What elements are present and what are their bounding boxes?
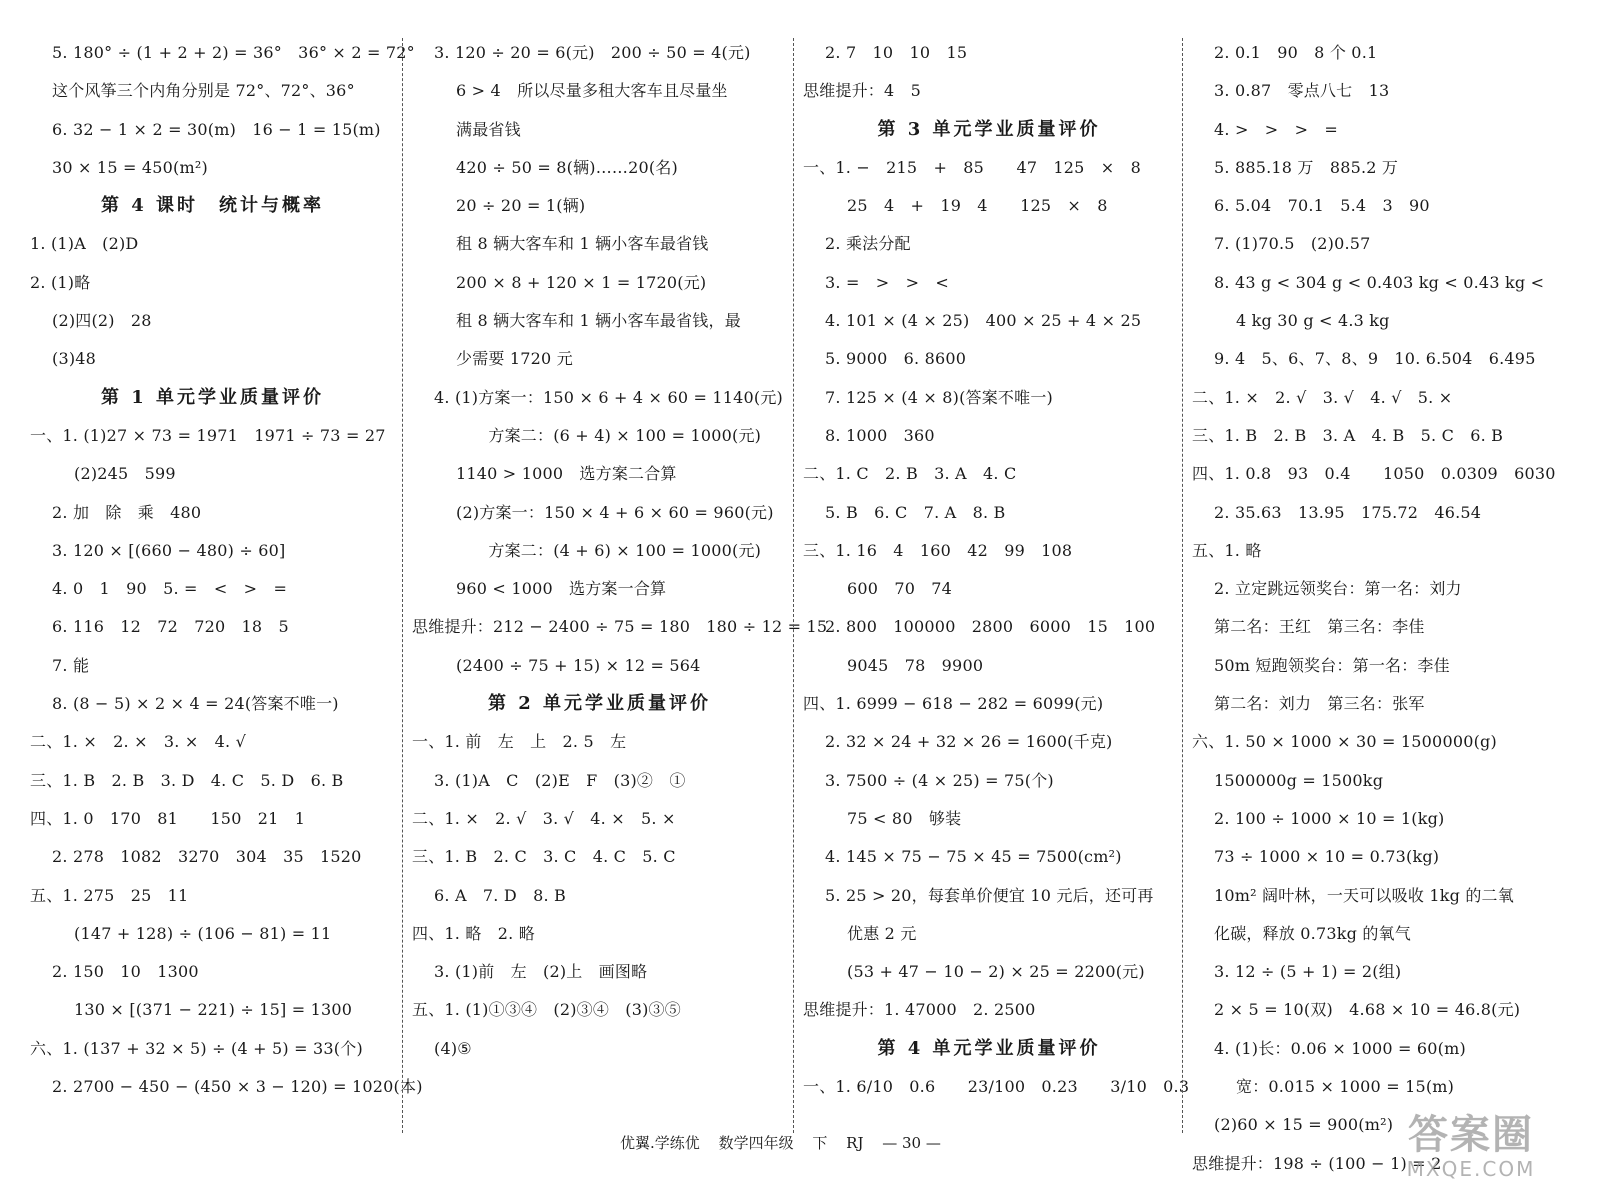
answer-line: 4 kg 30 g < 4.3 kg — [1236, 311, 1390, 331]
answer-line: 3. 120 × [(660 − 480) ÷ 60] — [52, 540, 286, 560]
answer-line: (4)⑤ — [434, 1038, 472, 1058]
answer-line: (2400 ÷ 75 + 15) × 12 = 564 — [456, 655, 701, 675]
answer-line: 一、1. 6/10 0.6 23/100 0.23 3/10 0.3 — [803, 1077, 1190, 1097]
answer-line: (2)方案一：150 × 4 + 6 × 60 = 960(元) — [456, 502, 774, 522]
answer-line: 1140 > 1000 选方案二合算 — [456, 464, 677, 484]
answer-line: 420 ÷ 50 = 8(辆)……20(名) — [456, 157, 678, 177]
answer-line: 一、1. − 215 + 85 47 125 × 8 — [803, 157, 1141, 177]
watermark-logo — [1356, 1113, 1586, 1183]
answer-line: 8. 1000 360 — [825, 425, 935, 445]
answer-line: 方案二：(4 + 6) × 100 = 1000(元) — [456, 540, 762, 560]
section-heading: 第 4 单元学业质量评价 — [877, 1037, 1101, 1059]
answer-line: 1500000g = 1500kg — [1214, 770, 1384, 790]
answer-line: 思维提升：4 5 — [803, 81, 921, 101]
answer-line: 三、1. B 2. B 3. D 4. C 5. D 6. B — [30, 770, 344, 790]
answer-line: 3. = > > < — [825, 272, 949, 292]
answer-line: 2. 35.63 13.95 175.72 46.54 — [1214, 502, 1482, 522]
answer-line: 8. (8 − 5) × 2 × 4 = 24(答案不唯一) — [52, 694, 339, 714]
answer-line: 75 < 80 够装 — [847, 808, 962, 828]
section-heading: 第 1 单元学业质量评价 — [100, 386, 325, 408]
answer-line: 5. 25 > 20，每套单价便宜 10 元后，还可再 — [825, 885, 1154, 905]
answer-line: 600 70 74 — [847, 579, 953, 599]
answer-line: 思维提升：1. 47000 2. 2500 — [803, 1000, 1036, 1020]
answer-line: (2)60 × 15 = 900(m²) — [1214, 1115, 1394, 1135]
answer-line: 5. 885.18 万 885.2 万 — [1214, 157, 1399, 177]
answer-line: 6. A 7. D 8. B — [434, 885, 566, 905]
answer-line: 200 × 8 + 120 × 1 = 1720(元) — [456, 272, 707, 292]
answer-line: 一、1. (1)27 × 73 = 1971 1971 ÷ 73 = 27 — [30, 425, 386, 445]
answer-line: 2. 0.1 90 8 个 0.1 — [1214, 43, 1378, 62]
answer-line: 三、1. 16 4 160 42 99 108 — [803, 540, 1073, 560]
answer-line: 4. (1)方案一：150 × 6 + 4 × 60 = 1140(元) — [434, 387, 783, 407]
watermark-text: 答案圈 — [1408, 1112, 1534, 1158]
answer-line: 五、1. 275 25 11 — [30, 885, 189, 905]
answer-line: 4. 145 × 75 − 75 × 45 = 7500(cm²) — [825, 847, 1122, 867]
answer-line: (2)四(2) 28 — [52, 311, 152, 331]
answer-line: 这个风筝三个内角分别是 72°、72°、36° — [52, 81, 355, 101]
answer-line: 50m 短跑领奖台：第一名：李佳 — [1214, 655, 1450, 675]
answer-line: 2. 100 ÷ 1000 × 10 = 1(kg) — [1214, 808, 1445, 828]
page-footer — [620, 1128, 1020, 1158]
answer-line: 优惠 2 元 — [847, 923, 917, 943]
answer-line: 7. 能 — [52, 655, 90, 675]
answer-line: 五、1. 略 — [1192, 540, 1262, 560]
answer-line: 二、1. × 2. √ 3. √ 4. × 5. × — [412, 808, 676, 828]
answer-line: 20 ÷ 20 = 1(辆) — [456, 196, 586, 216]
column-3 — [803, 34, 1190, 1143]
answer-line: (53 + 47 − 10 − 2) × 25 = 2200(元) — [847, 962, 1145, 982]
answer-line: 7. 125 × (4 × 8)(答案不唯一) — [825, 387, 1053, 407]
answer-line: 2. 2700 − 450 − (450 × 3 − 120) = 1020(本) — [52, 1077, 423, 1097]
answer-line: 4. (1)长：0.06 × 1000 = 60(m) — [1214, 1038, 1466, 1058]
answer-line: 6. 32 − 1 × 2 = 30(m) 16 − 1 = 15(m) — [52, 119, 381, 139]
answer-line: 3. 12 ÷ (5 + 1) = 2(组) — [1214, 962, 1402, 982]
answer-line: 30 × 15 = 450(m²) — [52, 157, 208, 177]
answer-line: 3. (1)前 左 (2)上 画图略 — [434, 962, 648, 982]
footer-brand: 优翼.学练优 — [620, 1134, 700, 1152]
answer-line: 2. (1)略 — [30, 272, 91, 292]
answer-line: 6 > 4 所以尽量多租大客车且尽量坐 — [456, 81, 728, 101]
answer-line: 8. 43 g < 304 g < 0.403 kg < 0.43 kg < — [1214, 272, 1545, 292]
footer-volume: 下 — [812, 1134, 828, 1152]
answer-line: 思维提升：198 ÷ (100 − 1) = 2 — [1192, 1153, 1442, 1173]
answer-line: 租 8 辆大客车和 1 辆小客车最省钱 — [456, 234, 709, 254]
answer-line: 四、1. 略 2. 略 — [412, 923, 535, 943]
answer-line: 方案二：(6 + 4) × 100 = 1000(元) — [456, 425, 762, 445]
section-heading: 第 2 单元学业质量评价 — [487, 693, 712, 715]
answer-line: 7. (1)70.5 (2)0.57 — [1214, 234, 1371, 254]
answer-line: (3)48 — [52, 349, 97, 369]
answer-line: 3. 0.87 零点八七 13 — [1214, 81, 1390, 101]
answer-line: 25 4 + 19 4 125 × 8 — [847, 196, 1108, 216]
answer-line: 2. 立定跳远领奖台：第一名：刘力 — [1214, 579, 1462, 599]
answer-line: (147 + 128) ÷ (106 − 81) = 11 — [74, 923, 332, 943]
answer-line: 5. 9000 6. 8600 — [825, 349, 967, 369]
answer-line: 2. 加 除 乘 480 — [52, 502, 202, 522]
answer-line: 少需要 1720 元 — [456, 349, 573, 369]
answer-line: 5. B 6. C 7. A 8. B — [825, 502, 1006, 522]
answer-line: 第二名：刘力 第三名：张军 — [1214, 694, 1425, 714]
answer-line: 五、1. (1)①③④ (2)③④ (3)③⑤ — [412, 1000, 681, 1020]
footer-edition: RJ — [846, 1134, 864, 1152]
answer-line: 思维提升：212 − 2400 ÷ 75 = 180 180 ÷ 12 = 15 — [412, 617, 828, 637]
answer-line: 二、1. C 2. B 3. A 4. C — [803, 464, 1017, 484]
answer-line: 化碳，释放 0.73kg 的氧气 — [1214, 923, 1411, 943]
answer-line: (2)245 599 — [74, 464, 176, 484]
answer-line: 9. 4 5、6、7、8、9 10. 6.504 6.495 — [1214, 349, 1536, 369]
answer-line: 960 < 1000 选方案一合算 — [456, 579, 667, 599]
answer-line: 第二名：王红 第三名：李佳 — [1214, 617, 1425, 637]
answer-line: 四、1. 0.8 93 0.4 1050 0.0309 6030 — [1192, 464, 1556, 484]
answer-line: 4. 0 1 90 5. = < > = — [52, 579, 288, 599]
answer-line: 六、1. 50 × 1000 × 30 = 1500000(g) — [1192, 732, 1497, 752]
answer-line: 3. 120 ÷ 20 = 6(元) 200 ÷ 50 = 4(元) — [434, 43, 751, 62]
answer-line: 130 × [(371 − 221) ÷ 15] = 1300 — [74, 1000, 353, 1020]
answer-line: 四、1. 6999 − 618 − 282 = 6099(元) — [803, 694, 1104, 714]
answer-line: 2. 7 10 10 15 — [825, 43, 968, 62]
answer-line: 9045 78 9900 — [847, 655, 984, 675]
answer-line: 73 ÷ 1000 × 10 = 0.73(kg) — [1214, 847, 1440, 867]
answer-line: 5. 180° ÷ (1 + 2 + 2) = 36° 36° × 2 = 72° — [52, 43, 415, 62]
answer-line: 3. (1)A C (2)E F (3)② ① — [434, 770, 686, 790]
answer-line: 2. 32 × 24 + 32 × 26 = 1600(千克) — [825, 732, 1113, 752]
section-heading: 第 3 单元学业质量评价 — [877, 118, 1101, 140]
watermark-url: MXQE.COM — [1406, 1157, 1536, 1181]
answer-line: 三、1. B 2. C 3. C 4. C 5. C — [412, 847, 676, 867]
answer-line: 2. 150 10 1300 — [52, 962, 199, 982]
section-heading: 第 4 课时 统计与概率 — [100, 195, 325, 217]
answer-line: 10m² 阔叶林，一天可以吸收 1kg 的二氧 — [1214, 885, 1514, 905]
answer-line: 二、1. × 2. √ 3. √ 4. √ 5. × — [1192, 387, 1453, 407]
column-1 — [30, 34, 423, 1143]
answer-line: 四、1. 0 170 81 150 21 1 — [30, 808, 306, 828]
answer-line: 3. 7500 ÷ (4 × 25) = 75(个) — [825, 770, 1054, 790]
answer-line: 6. 116 12 72 720 18 5 — [52, 617, 289, 637]
answer-line: 六、1. (137 + 32 × 5) ÷ (4 + 5) = 33(个) — [30, 1038, 363, 1058]
answer-line: 三、1. B 2. B 3. A 4. B 5. C 6. B — [1192, 425, 1504, 445]
answer-line: 2. 278 1082 3270 304 35 1520 — [52, 847, 362, 867]
answer-line: 2 × 5 = 10(双) 4.68 × 10 = 46.8(元) — [1214, 1000, 1521, 1020]
column-divider — [402, 38, 403, 1133]
answer-line: 满最省钱 — [456, 119, 521, 139]
footer-subject: 数学四年级 — [718, 1134, 794, 1152]
answer-line: 二、1. × 2. × 3. × 4. √ — [30, 732, 247, 752]
column-divider — [1182, 38, 1183, 1133]
answer-line: 2. 乘法分配 — [825, 234, 911, 254]
column-divider — [793, 38, 794, 1133]
answer-line: 2. 800 100000 2800 6000 15 100 — [825, 617, 1156, 637]
answer-line: 1. (1)A (2)D — [30, 234, 139, 254]
answer-line: 6. 5.04 70.1 5.4 3 90 — [1214, 196, 1430, 216]
page-number: — 30 — — [882, 1134, 941, 1152]
answer-line: 租 8 辆大客车和 1 辆小客车最省钱，最 — [456, 311, 741, 331]
answer-line: 4. 101 × (4 × 25) 400 × 25 + 4 × 25 — [825, 311, 1142, 331]
answer-line: 宽：0.015 × 1000 = 15(m) — [1236, 1077, 1455, 1097]
answer-line: 一、1. 前 左 上 2. 5 左 — [412, 732, 627, 752]
answer-line: 4. > > > = — [1214, 119, 1338, 139]
